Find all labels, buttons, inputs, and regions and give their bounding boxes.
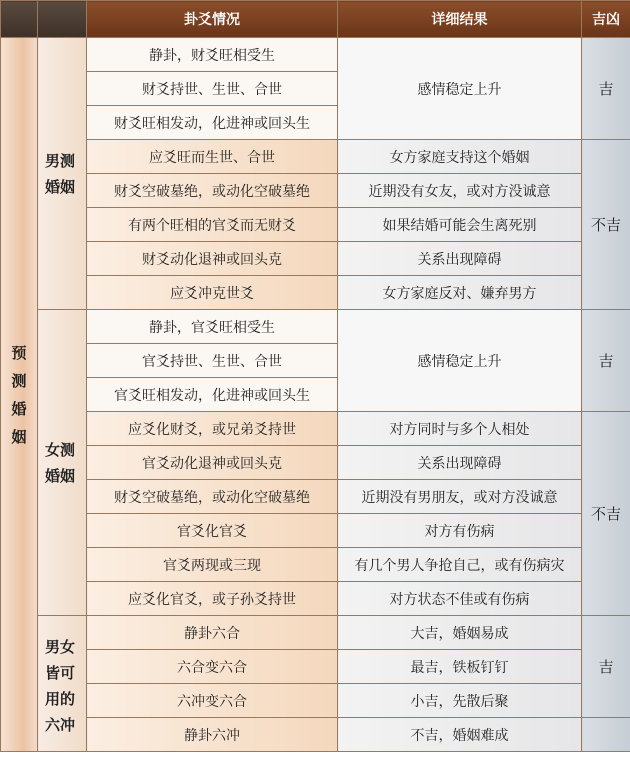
result-cell: 对方状态不佳或有伤病 — [338, 582, 582, 616]
section-both: 男女皆可用的六冲 — [38, 616, 87, 752]
table-row — [1, 38, 630, 72]
header-corner-1 — [1, 1, 38, 38]
luck-cell-good: 吉 — [582, 310, 630, 412]
table-row — [1, 412, 630, 446]
gua-cell: 官爻化官爻 — [87, 514, 338, 548]
gua-cell: 官爻旺相发动，化进神或回头生 — [87, 378, 338, 412]
header-result: 详细结果 — [338, 1, 582, 38]
table-row — [1, 446, 630, 480]
gua-cell: 静卦六合 — [87, 616, 338, 650]
luck-cell-bad: 不吉 — [582, 140, 630, 310]
gua-cell: 官爻动化退神或回头克 — [87, 446, 338, 480]
table-row — [1, 242, 630, 276]
gua-cell: 财爻持世、生世、合世 — [87, 72, 338, 106]
result-cell: 有几个男人争抢自己，或有伤病灾 — [338, 548, 582, 582]
result-cell-merged: 感情稳定上升 — [338, 310, 582, 412]
gua-cell: 应爻旺而生世、合世 — [87, 140, 338, 174]
result-cell: 女方家庭支持这个婚姻 — [338, 140, 582, 174]
table-row — [1, 310, 630, 344]
result-cell-merged: 感情稳定上升 — [338, 38, 582, 140]
result-cell: 近期没有男朋友，或对方没诚意 — [338, 480, 582, 514]
gua-cell: 静卦，财爻旺相受生 — [87, 38, 338, 72]
gua-cell: 六冲变六合 — [87, 684, 338, 718]
table-row — [1, 208, 630, 242]
result-cell: 小吉，先散后聚 — [338, 684, 582, 718]
luck-cell-bad: 不吉 — [582, 412, 630, 616]
gua-cell: 财爻空破墓绝，或动化空破墓绝 — [87, 480, 338, 514]
result-cell: 对方有伤病 — [338, 514, 582, 548]
result-cell: 对方同时与多个人相处 — [338, 412, 582, 446]
result-cell: 大吉，婚姻易成 — [338, 616, 582, 650]
luck-cell-good: 吉 — [582, 38, 630, 140]
header-gua: 卦爻情况 — [87, 1, 338, 38]
table-row — [1, 684, 630, 718]
result-cell: 如果结婚可能会生离死别 — [338, 208, 582, 242]
gua-cell: 静卦，官爻旺相受生 — [87, 310, 338, 344]
gua-cell: 财爻旺相发动，化进神或回头生 — [87, 106, 338, 140]
result-cell: 关系出现障碍 — [338, 446, 582, 480]
table-row — [1, 650, 630, 684]
gua-cell: 官爻持世、生世、合世 — [87, 344, 338, 378]
gua-cell: 官爻两现或三现 — [87, 548, 338, 582]
category-cell: 预测婚姻 — [1, 38, 38, 752]
table-header-row — [1, 1, 630, 38]
header-corner-2 — [38, 1, 87, 38]
luck-cell-good: 吉 — [582, 616, 630, 718]
gua-cell: 应爻冲克世爻 — [87, 276, 338, 310]
table-row — [1, 514, 630, 548]
result-cell: 不吉，婚姻难成 — [338, 718, 582, 752]
gua-cell: 应爻化官爻，或子孙爻持世 — [87, 582, 338, 616]
gua-cell: 财爻空破墓绝，或动化空破墓绝 — [87, 174, 338, 208]
section-woman: 女测婚姻 — [38, 310, 87, 616]
table-row — [1, 276, 630, 310]
result-cell: 最吉，铁板钉钉 — [338, 650, 582, 684]
gua-cell: 六合变六合 — [87, 650, 338, 684]
table-row — [1, 616, 630, 650]
result-cell: 近期没有女友，或对方没诚意 — [338, 174, 582, 208]
gua-cell: 财爻动化退神或回头克 — [87, 242, 338, 276]
result-cell: 关系出现障碍 — [338, 242, 582, 276]
section-man: 男测婚姻 — [38, 38, 87, 310]
result-cell: 女方家庭反对、嫌弃男方 — [338, 276, 582, 310]
luck-cell-empty — [582, 718, 630, 752]
table-row — [1, 548, 630, 582]
table-row — [1, 140, 630, 174]
gua-cell: 静卦六冲 — [87, 718, 338, 752]
table-row — [1, 718, 630, 752]
gua-cell: 应爻化财爻，或兄弟爻持世 — [87, 412, 338, 446]
gua-cell: 有两个旺相的官爻而无财爻 — [87, 208, 338, 242]
table-row — [1, 582, 630, 616]
table-row — [1, 480, 630, 514]
header-luck: 吉凶 — [582, 1, 630, 38]
table-row — [1, 174, 630, 208]
